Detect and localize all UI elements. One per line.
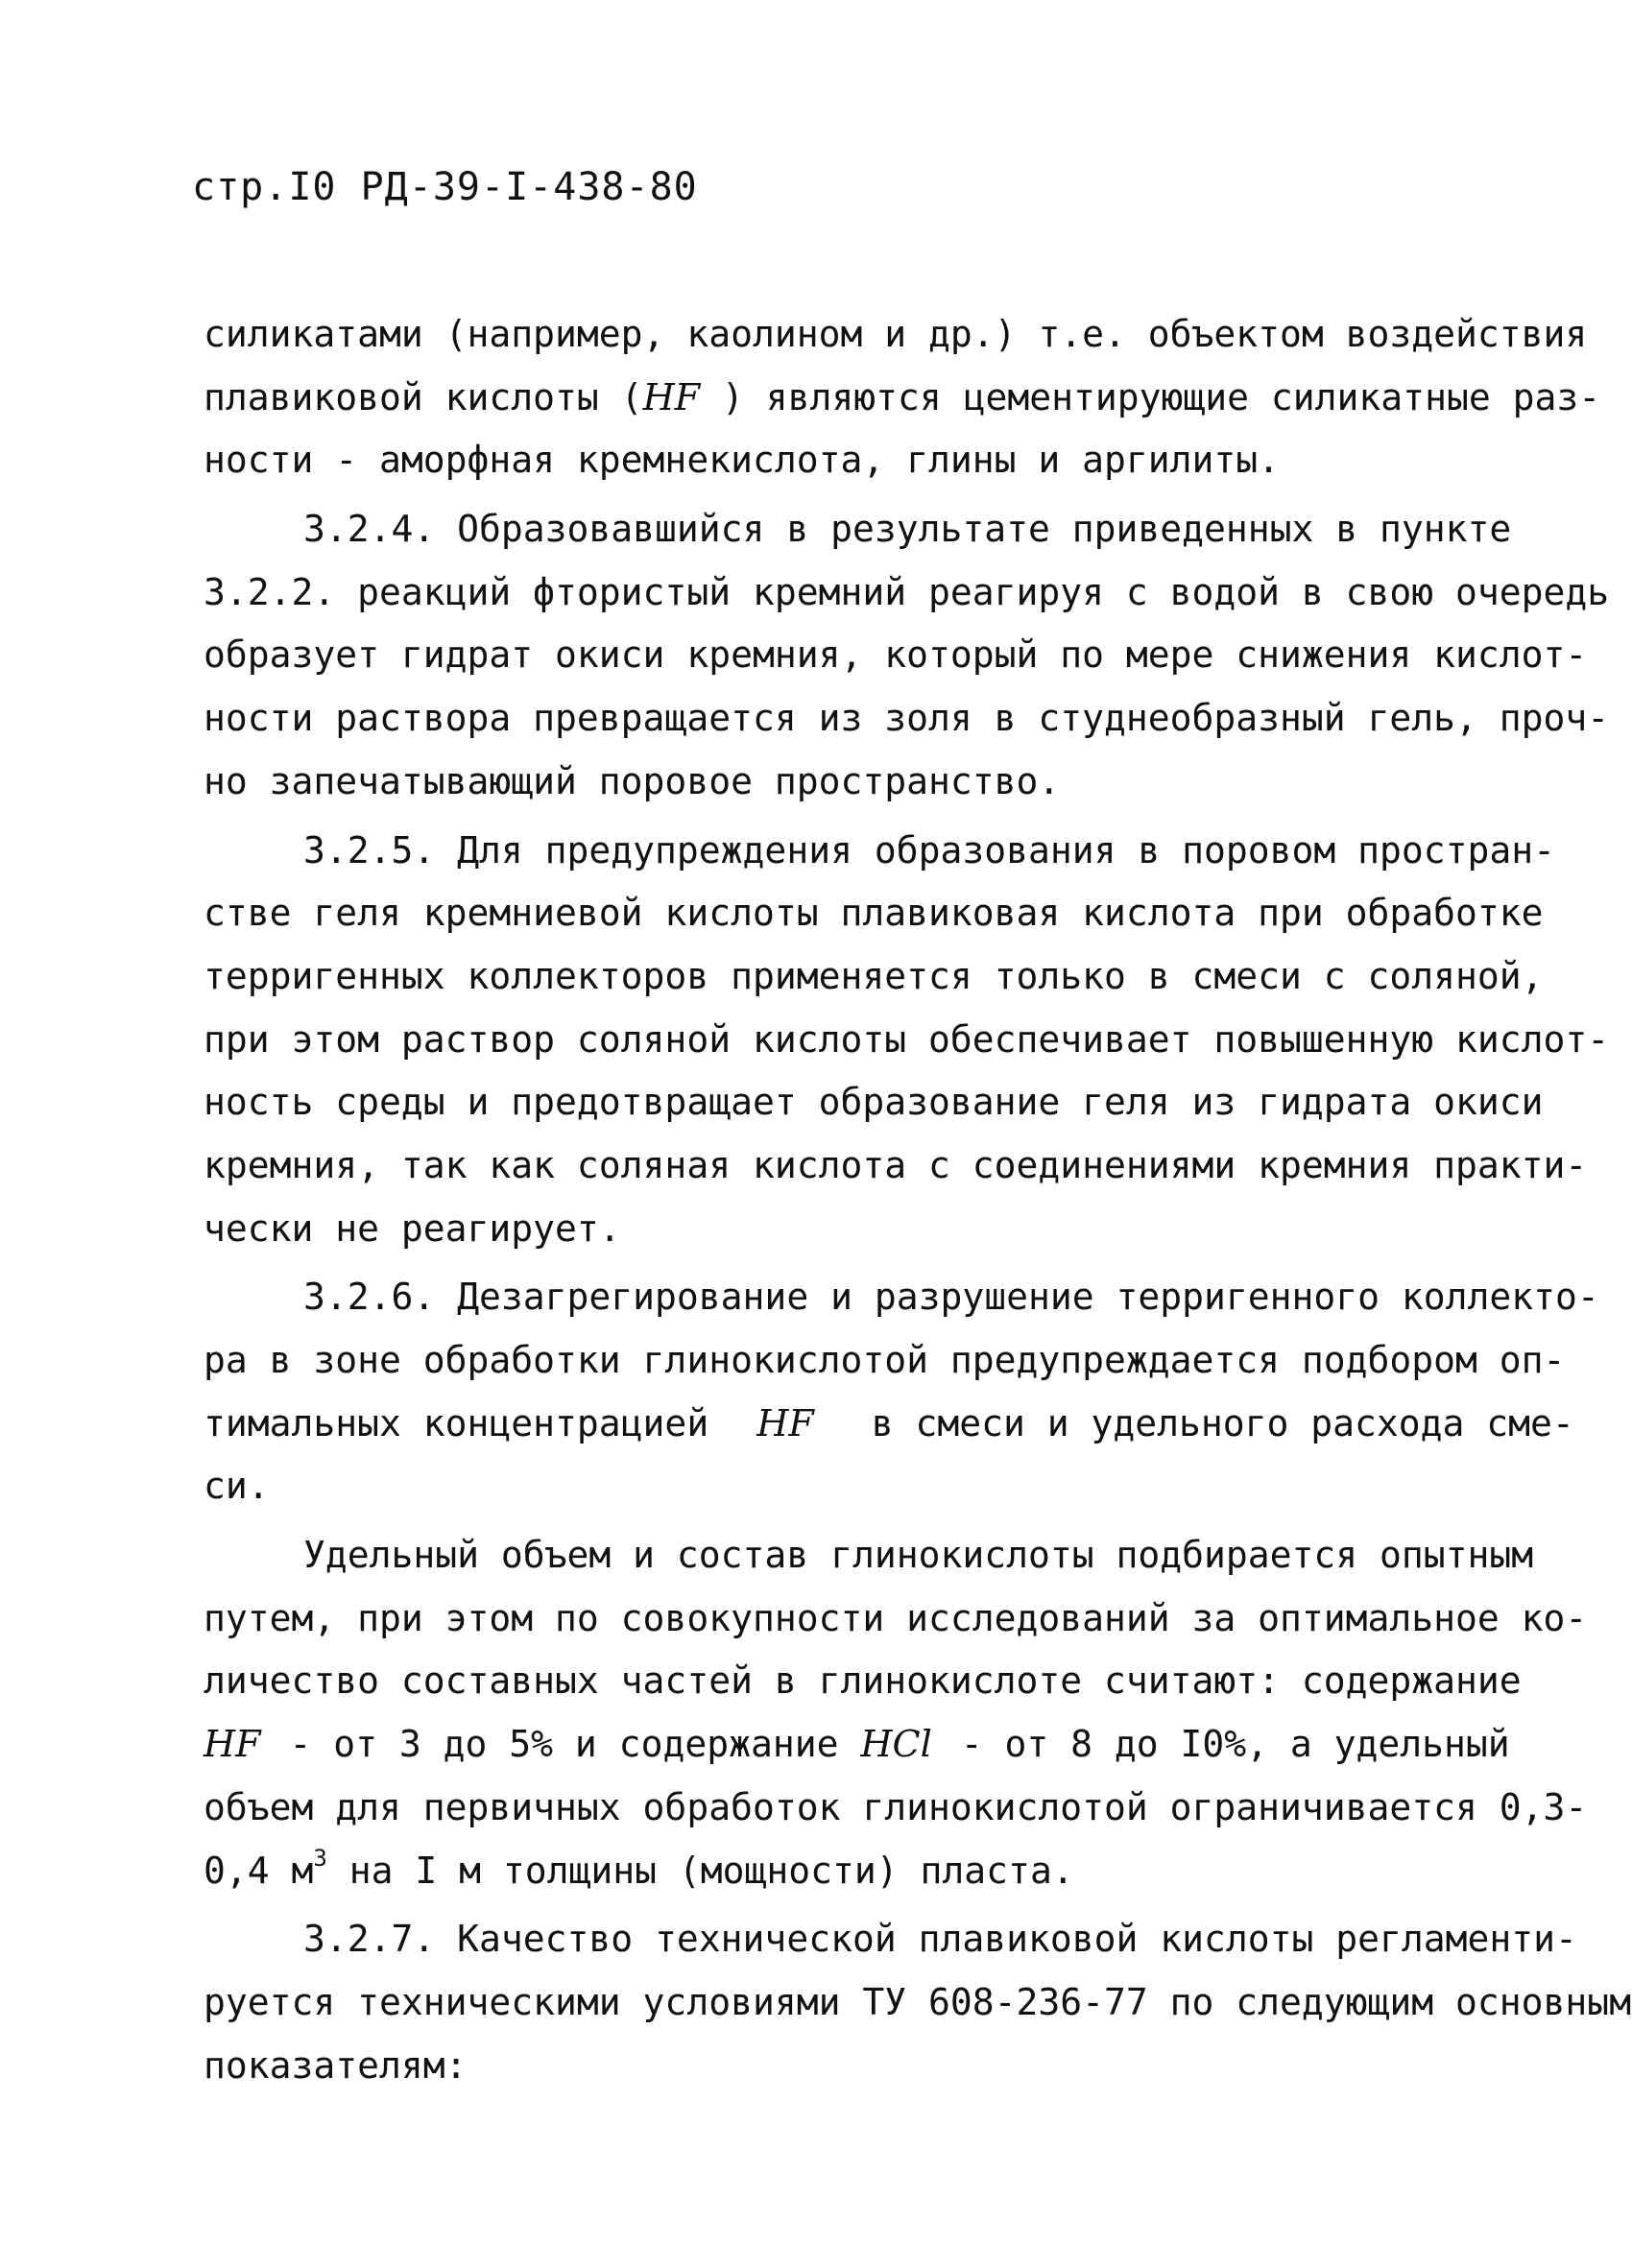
text-line: силикатами (например, каолином и др.) т.е. объектом воздействия xyxy=(204,313,1588,355)
superscript: 3 xyxy=(313,1844,327,1872)
paragraph-3-2-7-start: 3.2.7. Качество технической плавиковой кислоты регламенти- xyxy=(303,1918,1577,1961)
handwritten-formula-hcl: HCl xyxy=(860,1723,932,1766)
text-fragment: - от 3 до 5% и содержание xyxy=(289,1723,839,1766)
text-line xyxy=(204,1393,1574,1456)
paragraph-3-2-4-start: 3.2.4. Образовавшийся в результате приведенных в пункте xyxy=(303,508,1512,551)
handwritten-formula-hf: HF xyxy=(642,375,701,418)
text-fragment: тимальных концентрацией xyxy=(204,1401,709,1444)
text-line: си. xyxy=(204,1465,270,1508)
text-line xyxy=(204,1840,1461,1903)
text-line: объем для первичных обработок глинокислотой ограничивается 0,3- xyxy=(204,1785,1588,1828)
text-line: ра в зоне обработки глинокислотой предупреждается подбором оп- xyxy=(204,1339,1566,1381)
text-line: показателям: xyxy=(204,2043,468,2087)
page-number: I0 xyxy=(288,165,337,209)
text-line: ности раствора превращается из золя в студнеобразный гель, проч- xyxy=(204,697,1610,740)
paragraph-3-2-6-start: 3.2.6. Дезагрегирование и разрушение терригенного коллекто- xyxy=(303,1276,1599,1319)
page-label: стр. xyxy=(192,165,289,209)
text-fragment: ) являются цементирующие силикатные раз- xyxy=(721,375,1601,418)
text-fragment: в смеси и удельного расхода сме- xyxy=(871,1401,1574,1444)
text-line: 3.2.2. реакций фтористый кремний реагируя с водой в свою очередь xyxy=(204,570,1610,613)
text-fragment: 0,4 м xyxy=(204,1849,314,1892)
handwritten-formula-hf: HF xyxy=(204,1723,261,1766)
text-line: путем, при этом по совокупности исследований за оптимальное ко- xyxy=(204,1596,1588,1639)
document-body xyxy=(204,303,1632,2097)
text-fragment: плавиковой кислоты ( xyxy=(204,375,643,418)
text-line: личество составных частей в глинокислоте считают: содержание xyxy=(204,1659,1522,1703)
text-fragment: на I м толщины (мощности) пласта. xyxy=(326,1849,1074,1892)
text-line: кремния, так как соляная кислота с соединениями кремния практи- xyxy=(204,1143,1588,1186)
text-line: чески не реагирует. xyxy=(204,1206,621,1250)
text-line: стве геля кремниевой кислоты плавиковая кислота при обработке xyxy=(204,892,1544,935)
paragraph-3-2-5-start: 3.2.5. Для предупреждения образования в поровом простран- xyxy=(303,828,1556,871)
text-line: но запечатывающий поровое пространство. xyxy=(204,759,1061,802)
page-header xyxy=(192,165,698,209)
text-line: ность среды и предотвращает образование геля из гидрата окиси xyxy=(204,1081,1544,1124)
text-line: терригенных коллекторов применяется только в смеси с соляной, xyxy=(204,954,1544,997)
handwritten-formula-hf: HF xyxy=(756,1401,814,1444)
text-line: руется техническими условиями ТУ 608-236-77 по следующим основным xyxy=(204,1980,1632,2023)
text-line xyxy=(204,1713,1510,1777)
document-code: РД-39-I-438-80 xyxy=(360,165,698,209)
text-line: образует гидрат окиси кремния, который по мере снижения кислот- xyxy=(204,633,1588,677)
paragraph-specific-volume-start: Удельный объем и состав глинокислоты подбирается опытным xyxy=(303,1534,1534,1577)
text-fragment: - от 8 до I0%, а удельный xyxy=(960,1723,1510,1766)
text-line xyxy=(204,367,1601,430)
text-line: при этом раствор соляной кислоты обеспечивает повышенную кислот- xyxy=(204,1017,1610,1061)
text-line: ности - аморфная кремнекислота, глины и аргилиты. xyxy=(204,439,1281,482)
